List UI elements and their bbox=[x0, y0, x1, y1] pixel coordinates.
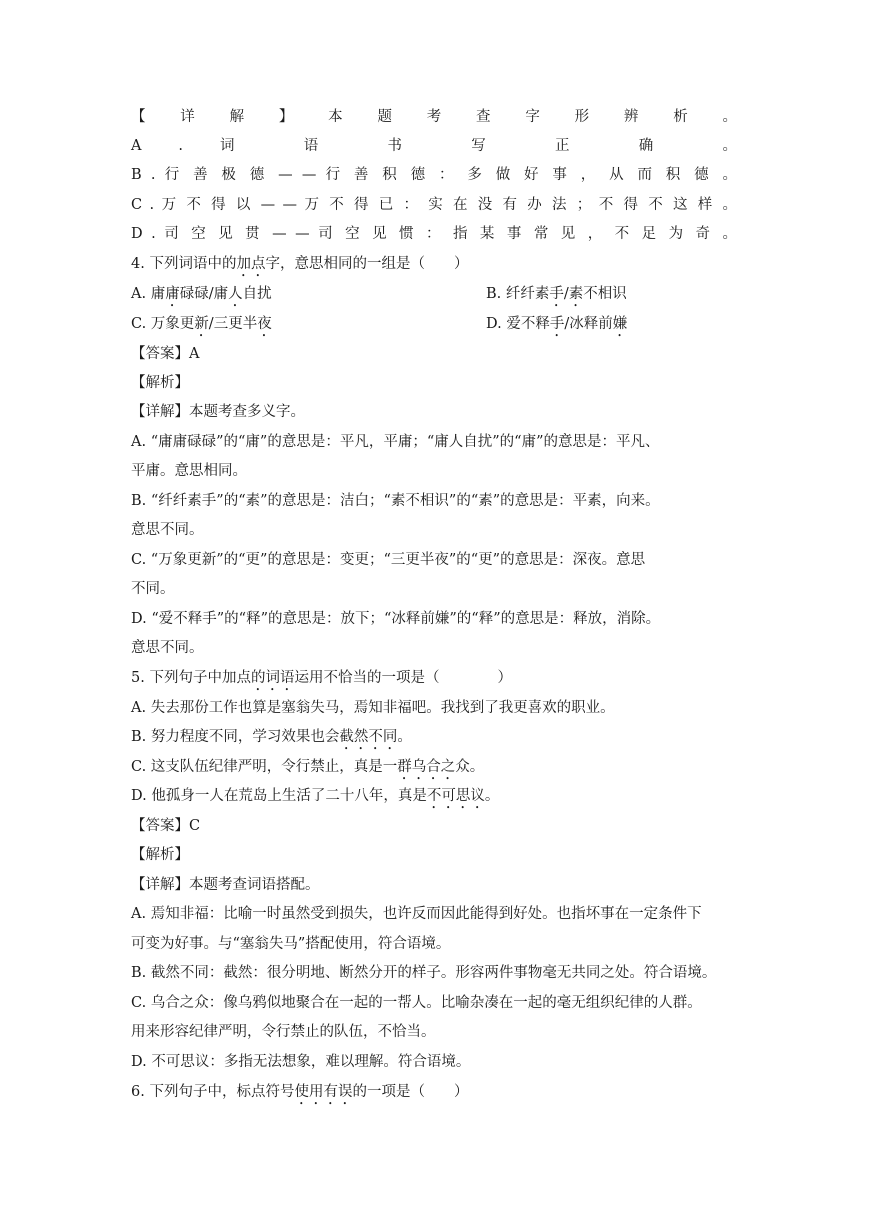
q4-explain-a-1: A. “庸庸碌碌”的“庸”的意思是：平凡，平庸；“庸人自扰”的“庸”的意思是：平凡、 bbox=[131, 434, 660, 450]
q5-explain-b: B. 截然不同：截然：很分明地、断然分开的样子。形容两件事物毫无共同之处。符合语境。 bbox=[131, 965, 717, 981]
q4-explain-d-2: 意思不同。 bbox=[131, 640, 204, 656]
q5-explain-a-2: 可变为好事。与“塞翁失马”搭配使用，符合语境。 bbox=[131, 936, 451, 952]
question-6: 6. 下列句子中，标点符号使用有误的一项是（ ） bbox=[131, 1084, 469, 1100]
q4-explain-d-1: D. “爱不释手”的“释”的意思是：放下；“冰释前嫌”的“释”的意思是：释放，消除。 bbox=[131, 611, 661, 627]
q5-analysis-label: 【解析】 bbox=[131, 847, 189, 863]
q4-option-b: B. 纤纤素手/素不相识 bbox=[486, 286, 627, 302]
q4-option-c: C. 万象更新/三更半夜 bbox=[131, 316, 272, 332]
q4-explain-b-1: B. “纤纤素手”的“素”的意思是：洁白；“素不相识”的“素”的意思是：平素，向来。 bbox=[131, 493, 660, 509]
question-4: 4. 下列词语中的加点字，意思相同的一组是（ ） bbox=[131, 256, 469, 272]
detail-heading-line: 【 详 解 】 本 题 考 查 字 形 辨 析 。 bbox=[131, 109, 737, 125]
q5-explain-c-2: 用来形容纪律严明，令行禁止的队伍，不恰当。 bbox=[131, 1024, 436, 1040]
q5-answer: 【答案】C bbox=[131, 818, 201, 834]
explanation-d-line: D . 司 空 见 贯 — — 司 空 见 惯 ： 指 某 事 常 见 ， 不 足 为 奇 。 bbox=[131, 226, 737, 242]
q5-explain-c-1: C. 乌合之众：像乌鸦似地聚合在一起的一帮人。比喻杂凑在一起的毫无组织纪律的人群。 bbox=[131, 995, 702, 1011]
explanation-c-line: C . 万 不 得 以 — — 万 不 得 已 ： 实 在 没 有 办 法 ； 不 得 不 这 样 。 bbox=[131, 197, 737, 213]
explanation-b-line: B . 行 善 极 德 — — 行 善 积 德 ： 多 做 好 事 ， 从 而 积 德 。 bbox=[131, 167, 737, 183]
q4-analysis-label: 【解析】 bbox=[131, 375, 189, 391]
q5-explain-d: D. 不可思议：多指无法想象，难以理解。符合语境。 bbox=[131, 1054, 471, 1070]
q5-option-d: D. 他孤身一人在荒岛上生活了二十八年，真是不可思议。 bbox=[131, 788, 500, 804]
question-5: 5. 下列句子中加点的词语运用不恰当的一项是（ ） bbox=[131, 670, 512, 686]
q5-explain-a-1: A. 焉知非福：比喻一时虽然受到损失，也许反而因此能得到好处。也指坏事在一定条件下 bbox=[131, 906, 702, 922]
q5-option-a: A. 失去那份工作也算是塞翁失马，焉知非福吧。我找到了我更喜欢的职业。 bbox=[131, 700, 615, 716]
q4-explain-c-2: 不同。 bbox=[131, 581, 175, 597]
explanation-a-line: A . 词 语 书 写 正 确 。 bbox=[131, 138, 737, 154]
q4-detail-label: 【详解】本题考查多义字。 bbox=[131, 404, 305, 420]
q4-option-d: D. 爱不释手/冰释前嫌 bbox=[486, 316, 628, 332]
q5-option-c: C. 这支队伍纪律严明，令行禁止，真是一群乌合之众。 bbox=[131, 759, 485, 775]
q4-explain-b-2: 意思不同。 bbox=[131, 522, 204, 538]
q4-explain-a-2: 平庸。意思相同。 bbox=[131, 463, 247, 479]
q5-detail-label: 【详解】本题考查词语搭配。 bbox=[131, 877, 320, 893]
q4-answer: 【答案】A bbox=[131, 346, 200, 362]
q4-explain-c-1: C. “万象更新”的“更”的意思是：变更；“三更半夜”的“更”的意思是：深夜。意思 bbox=[131, 552, 646, 568]
q5-option-b: B. 努力程度不同，学习效果也会截然不同。 bbox=[131, 729, 412, 745]
q4-option-a: A. 庸庸碌碌/庸人自扰 bbox=[131, 286, 272, 302]
